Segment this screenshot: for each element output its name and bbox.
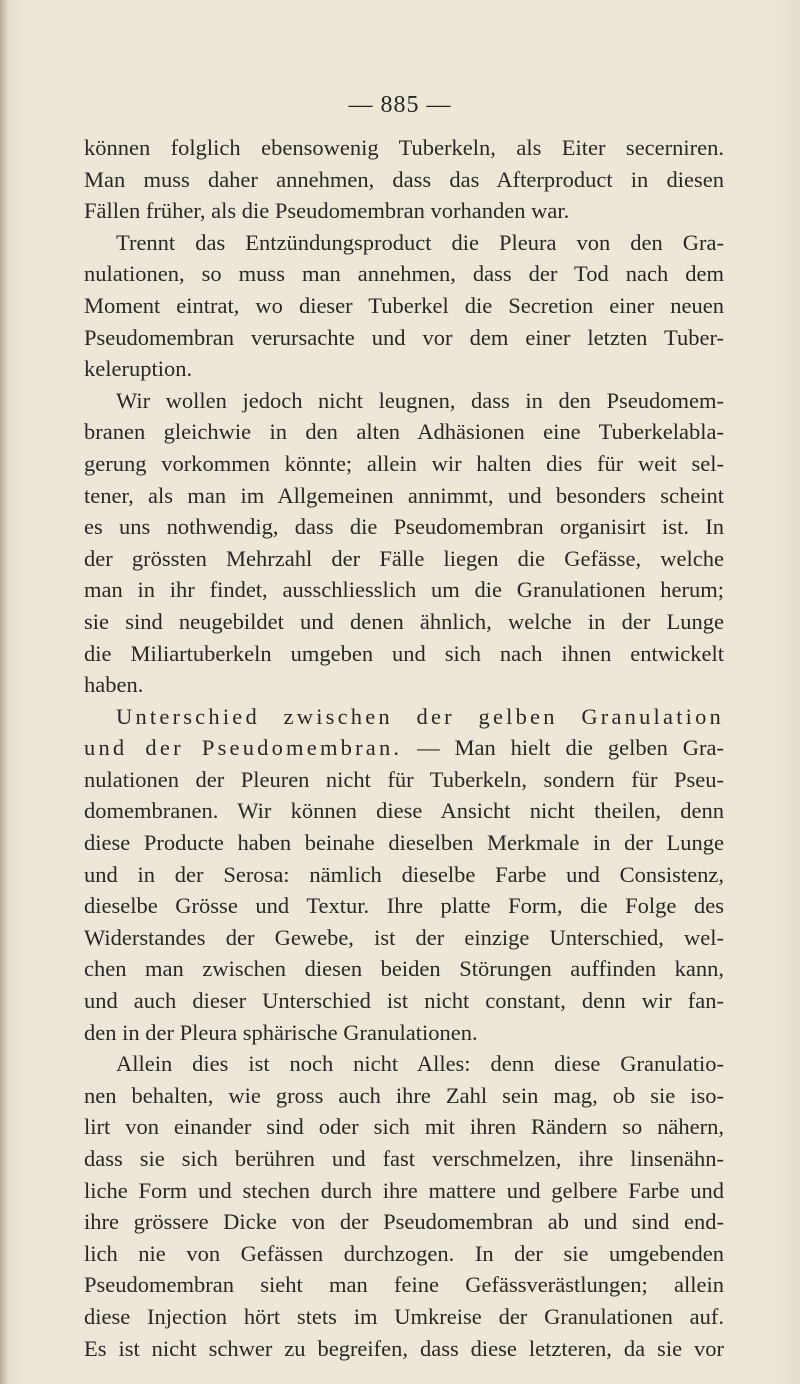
text-line: lirt von einander sind oder sich mit ihren Rändern so nähern,	[84, 1114, 724, 1140]
text-line: Es ist nicht schwer zu begreifen, dass diese letzteren, da sie vor	[84, 1335, 724, 1361]
text-line: es uns nothwendig, dass die Pseudomembran organisirt ist. In	[84, 514, 724, 540]
text-line: Trennt das Entzündungsproduct die Pleura von den Gra-	[116, 229, 724, 255]
page-spine-shadow	[0, 0, 8, 1384]
text-line: Man muss daher annehmen, dass das Afterproduct in diesen	[84, 166, 724, 192]
text-line: können folglich ebensowenig Tuberkeln, als Eiter secerniren.	[84, 135, 724, 160]
text-line: Widerstandes der Gewebe, ist der einzige Unterschied, wel-	[84, 924, 724, 950]
text-line: keleruption.	[84, 356, 193, 382]
text-line: und in der Serosa: nämlich dieselbe Farbe und Consistenz,	[84, 861, 724, 887]
text-line: der grössten Mehrzahl der Fälle liegen die Gefässe, welche	[84, 545, 724, 571]
text-line: liche Form und stechen durch ihre mattere und gelbere Farbe und	[84, 1177, 724, 1203]
text-line: dieselbe Grösse und Textur. Ihre platte Form, die Folge des	[84, 893, 724, 919]
body-text	[84, 132, 724, 1364]
page-number: — 885 —	[348, 92, 452, 118]
text-line: branen gleichwie in den alten Adhäsionen eine Tuberkelabla-	[84, 419, 724, 445]
section-heading-end: und der Pseudomembran.	[84, 735, 403, 761]
text-fragment: — Man hielt die gelben Gra-	[402, 735, 725, 761]
text-line: man in ihr findet, ausschliesslich um die Granulationen herum;	[84, 577, 724, 603]
text-line: dass sie sich berühren und fast verschmelzen, ihre linsenähn-	[84, 1146, 724, 1171]
text-line: Wir wollen jedoch nicht leugnen, dass in den Pseudomem-	[116, 387, 724, 413]
text-line: den in der Pleura sphärische Granulationen.	[84, 1019, 478, 1045]
text-line: Fällen früher, als die Pseudomembran vorhanden war.	[84, 198, 570, 224]
text-line: die Miliartuberkeln umgeben und sich nach ihnen entwickelt	[84, 640, 724, 666]
text-line: tener, als man im Allgemeinen annimmt, und besonders scheint	[84, 482, 724, 508]
text-line: Pseudomembran verursachte und vor dem einer letzten Tuber-	[84, 324, 724, 350]
text-line: nulationen, so muss man annehmen, dass der Tod nach dem	[84, 261, 724, 287]
text-line: haben.	[84, 672, 144, 698]
text-line: Pseudomembran sieht man feine Gefässverästlungen; allein	[84, 1272, 724, 1298]
text-line: diese Producte haben beinahe dieselben Merkmale in der Lunge	[84, 830, 724, 856]
text-line: sie sind neugebildet und denen ähnlich, welche in der Lunge	[84, 608, 724, 634]
text-line: ihre grössere Dicke von der Pseudomembran ab und sind end-	[84, 1209, 724, 1235]
text-line: diese Injection hört stets im Umkreise der Granulationen auf.	[84, 1303, 724, 1329]
text-line: Moment eintrat, wo dieser Tuberkel die Secretion einer neuen	[84, 292, 724, 318]
text-line: nen behalten, wie gross auch ihre Zahl sein mag, ob sie iso-	[84, 1082, 724, 1108]
text-line: gerung vorkommen könnte; allein wir halten dies für weit sel-	[84, 450, 724, 476]
text-line: und auch dieser Unterschied ist nicht constant, denn wir fan-	[84, 988, 724, 1014]
section-heading-line: Unterschied zwischen der gelben Granulation	[116, 703, 724, 729]
text-line: nulationen der Pleuren nicht für Tuberkeln, sondern für Pseu-	[84, 766, 724, 792]
text-line	[84, 732, 724, 764]
text-line: lich nie von Gefässen durchzogen. In der sie umgebenden	[84, 1240, 724, 1266]
text-line: domembranen. Wir können diese Ansicht nicht theilen, denn	[84, 798, 724, 824]
text-line: chen man zwischen diesen beiden Störungen auffinden kann,	[84, 956, 724, 982]
text-line: Allein dies ist noch nicht Alles: denn diese Granulatio-	[116, 1051, 724, 1077]
